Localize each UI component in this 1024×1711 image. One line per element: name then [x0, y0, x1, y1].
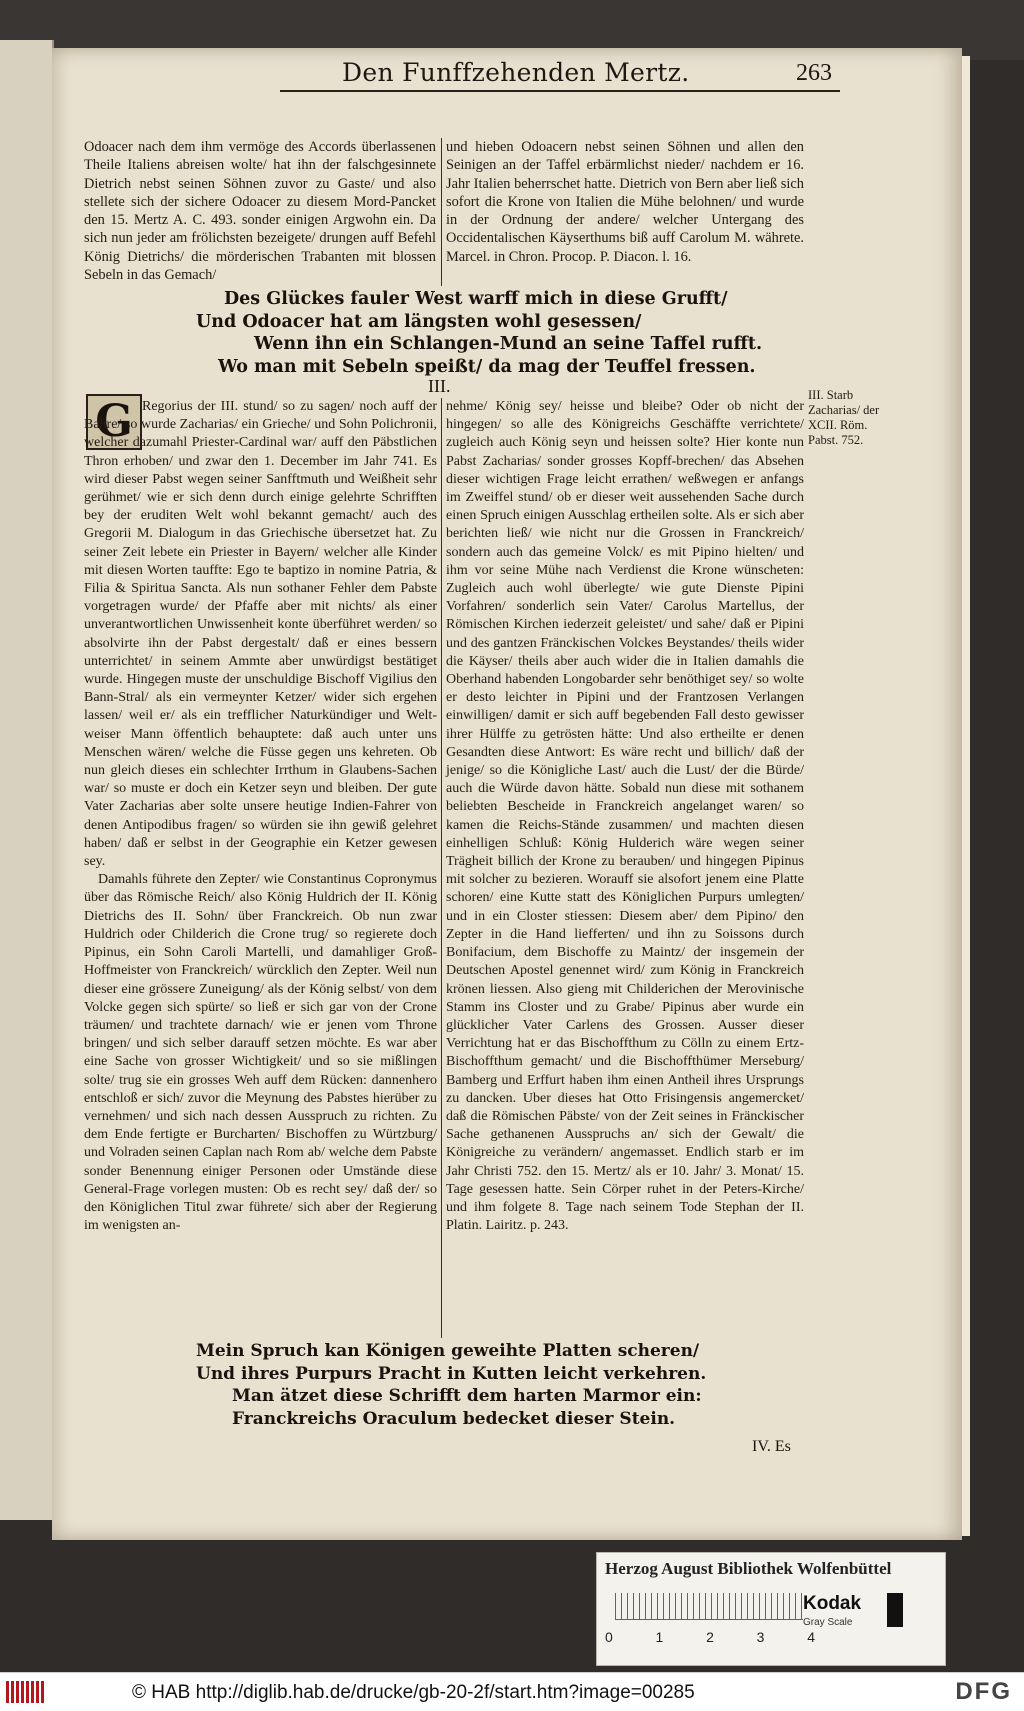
kodak-logo: Kodak: [803, 1593, 862, 1614]
verse-line: Und ihres Purpurs Pracht in Kutten leicht verkehren.: [196, 1363, 707, 1384]
column-rule-main: [441, 398, 442, 1338]
verse-line: Und Odoacer hat am längsten wohl gesessen/: [196, 311, 642, 332]
main-right-column: [446, 398, 804, 1235]
top-right-paragraph: und hieben Odoacern nebst seinen Söhnen und allen den Seinigen an der Taffel erbärmlichst nieder/ nachdem er 16. Jahr Italien beherrschet hatte. Dietrich von Bern aber ließ sich sofort die Krone von Italien die Mühe belohnen/ und wurde in der Ordnung der andere/ welcher Untergang des Occidentalischen Käyserthums biß auff Carolum M. währete. Marcel. in Chron. Procop. P. Diacon. l. 16.: [446, 139, 804, 265]
verse-line: Man ätzet diese Schrifft dem harten Marmor ein:: [232, 1386, 702, 1406]
footer-url[interactable]: © HAB http://diglib.hab.de/drucke/gb-20-2f/start.htm?image=00285: [132, 1682, 695, 1703]
verse-line: Wo man mit Sebeln speißt/ da mag der Teuffel fressen.: [218, 356, 756, 377]
main-left-paragraph-2: Damahls führete den Zepter/ wie Constantinus Copronymus über das Römische Reich/ also König Huldrich der II. König Dietrichs des II. Sohn/ über Franckreich. Ob nun zwar Huldrich oder Childerich die Crone trug/ so regierete doch Pipinus, ein Sohn Caroli Martelli, und damahliger Groß-Hoffmeister von Franckreich/ würcklich den Zepter. Weil nun dieser eine grössere Zuneigung/ als der König selbst/ von dem Volcke gegen sich spürte/ so ließ er sich gar von der Crone träumen/ und trachtete darnach/ wie er jenen vom Throne bringen/ und sich selber darauff setzen möchte. Es war aber eine Sache von grosser Wichtigkeit/ und so sie mißlingen solte/ trug sie ein grosses Weh auff dem Rücken: dannenhero entschloß er sich/ zuvor die Meynung des Pabstes hierüber zu vernehmen/ und sich nach dessen Ausspruch zu richten. Zu dem Ende fertigte er Burcharten/ Bischoffen zu Würtzburg/ und Volraden seinen Caplan nach Rom ab/ welche dem Pabste sonder Benennung einiger Personen oder Umstände diese General-Frage vorlegen musten: Ob es recht sey/ daß der/ so den Königlichen Titul zwar führete/ sich aber der Regierung im wenigsten an-: [84, 872, 437, 1234]
main-left-paragraph-1: Regorius der III. stund/ so zu sagen/ noch auff der Bahre/ so wurde Zacharias/ ein Grieche/ und Sohn Polichronii, welcher dazumahl Priester-Cardinal war/ auff den Päbstlichen Thron erhoben/ und zwar den 1. December im Jahr 741. Es wird dieser Pabst wegen seiner Sanfftmuth und Weißheit sehr gerühmet/ wie er sich denn durch einige gelehrte Schrifften bey der eruditen Welt wohl bekannt gemacht/ auch des Gregorii M. Dialogum in das Griechische übersetzet hat. Zu seiner Zeit lebete ein Priester in Bayern/ welcher alle Kinder mit diesen Worten tauffte: Ego te baptizo in nomine Patria, & Filia & Spiritua Sancta. Als nun sothaner Fehler dem Pabste vorgetragen wurde/ der Pfaffe aber mit nichts/ als einer unverantwortlichen Unwissenheit konte überführet werden/ so absolvirte ihn der Pabst dergestalt/ daß er eines bessern unterrichtet/ in seinem Ammte aber unwürdigst bestätiget wurde. Hingegen muste der unschuldige Bischoff Vigilius den Bann-Stral/ als ein vermeynter Ketzer/ wider sich ergehen lassen/ weil er/ als ein trefflicher Naturkündiger und Welt-weiser Mann öffentlich behauptete: daß auch unter uns Menschen wären/ welche die Füsse gegen uns kehreten. Ob nun gleich dieses ein schlechter Irrthum in Glaubens-Sachen war/ so muste er doch ein Ketzer seyn und bleiben. Der gute Vater Zacharias aber solte unsere heutige Indien-Fahrer von denen Antipodibus fragen/ so würden sie ihn gewiß gelehret haben/ daß er selbst in der Geographie ein Ketzer gewesen sey.: [84, 399, 437, 870]
page-edge: [962, 56, 970, 1536]
library-label: [596, 1552, 946, 1666]
verse-line: Mein Spruch kan Königen geweihte Platten scheren/: [196, 1341, 700, 1361]
scale-number: 0: [605, 1629, 613, 1645]
catchword: IV. Es: [752, 1438, 791, 1455]
main-left-column: [84, 398, 437, 1235]
left-page-edge: [0, 40, 54, 1520]
main-right-paragraph: nehme/ König sey/ heisse und bleibe? Oder ob nicht der hingegen/ so alle des Königreichs Geschäffte verrichtete/ zugleich auch König seyn und heissen solte? Hier konte nun Pabst Zacharias/ sonder grosses Kopff-brechen/ das Absehen dieser wichtigen Frage leicht errathen/ weßwegen er anfangs im Zweiffel stund/ ob er dieser weit aussehenden Sache durch einen Spruch einigen Ausschlag ertheilen solte. Als er sich aber berichten ließ/ wie nicht nur die Grossen in Franckreich/ sondern auch das gemeine Volck/ es mit Pipino hielten/ und ihm vor seine Mühe nach Verdienst die Krone wünscheten: Zugleich auch wohl überlegte/ wie gute Dienste Pipini Vorfahren/ sonderlich sein Vater/ Carolus Martellus, der Römischen Kirchen iederzeit geleistet/ und sahe/ daß er Pipini und des gantzen Fränckischen Volckes Beystandes/ theils wider die Käyser/ theils aber auch wider die in Italien damahls die Oberhand habenden Longobarder sehr benöthiget sey/ so wolte er desto leichter in Pipini und der Frantzosen Verlangen einwilligen/ damit er sich auff begebenden Fall desto gewisser ihrer Hülffe zu getrösten hätte: Und also ertheilte er denen Gesandten diese Antwort: Es wäre recht und billich/ daß der jenige/ so die Königliche Last/ auch die Lust/ der die Bürde/ auch die Würde davon hätte. Sobald nun diese mit sothanem beliebten Bescheide in Franckreich angelanget waren/ so kamen die Reichs-Stände zusammen/ und machten diesen einhelligen Schluß: König Hulderich wäre wegen seiner Trägheit billich der Krone zu berauben/ und hingegen Pipinus mit solcher zu bezieren. Worauff sie alsofort jenem eine Platte schoren/ eine Kutte statt des Königlichen Purpurs umlegten/ und in ein Closter stiessen: Diesem aber/ dem Pipino/ den Zepter in die Hand liefferten/ und ihn zu Soissons durch Bonifacium, dem Bischoffe zu Maintz/ der insgemein der Deutschen Apostel genennet wird/ zum König in Franckreich krönen liessen. Also gieng mit Childerichen der Merovinische Stamm ins Closter und zu Grabe/ Pipinus aber wurde ein glücklicher Vater Carlens des Grossen. Ausser dieser Verrichtung hat er das Bischoffthum zu Cölln zu einem Ertz-Bischoffthum gemacht/ und die Bischoffthümer Merseburg/ Bamberg und Erffurt haben ihm einen Antheil ihres Ursprungs zu dancken. Uber dieses hat Otto Frisingensis angemercket/ daß die Römischen Päbste/ von der Zeit seines in Fränckischer Sache gethanenen Ausspruchs an/ sich der Gewalt/ die Königreiche zu verändern/ angemasset. Endlich starb er im Jahr Christi 752. den 15. Mertz/ als er 10. Jahr/ 3. Monat/ 15. Tage gesessen hatte. Sein Cörper ruhet in der Peters-Kirche/ und ihm folgete 8. Tage nach seinem Tode Stephan der II. Platin. Lairitz. p. 243.: [446, 399, 804, 1234]
library-title: Herzog August Bibliothek Wolfenbüttel: [605, 1559, 892, 1578]
verse-line: Des Glückes fauler West warff mich in diese Grufft/: [224, 289, 728, 309]
margin-note: III. Starb Zacharias/ der XCII. Röm. Pabst. 752.: [808, 388, 880, 447]
section-number: III.: [428, 376, 451, 396]
hab-logo-icon: [6, 1681, 46, 1703]
footer-bar: [0, 1672, 1024, 1711]
page-header: [280, 56, 840, 92]
column-rule-top: [441, 138, 442, 286]
verse-2: [196, 1340, 816, 1430]
gray-patch: [887, 1593, 903, 1627]
scale-number: 3: [756, 1629, 765, 1645]
verse-line: Franckreichs Oraculum bedecket dieser Stein.: [232, 1408, 676, 1429]
scale-number: 2: [706, 1629, 714, 1645]
top-left-paragraph: Odoacer nach dem ihm vermöge des Accords überlassenen Theile Italiens abreisen wolte/ hat ihn der falschgesinnete Dietrich nebst seinen Söhnen zuvor zu Gaste/ und also stellete sich der sichere Odoacer zu diesem Mord-Pancket den 15. Mertz A. C. 493. sonder einigen Argwohn ein. Da sich nun jeder am frölichsten bezeigete/ drungen auff Befehl König Dietrichs/ die mörderischen Trabanten mit blossen Sebeln in das Gemach/: [84, 139, 436, 284]
scale-number: 4: [807, 1629, 815, 1645]
page-number: 263: [796, 60, 832, 86]
top-left-column: [84, 138, 436, 284]
scale-number: 1: [655, 1629, 664, 1645]
scale-numbers: [605, 1629, 815, 1645]
dfg-logo: DFG: [955, 1678, 1012, 1705]
ruler-scale: [615, 1593, 803, 1620]
running-title: Den Funffzehenden Mertz.: [342, 58, 690, 87]
verse-1: [196, 288, 796, 378]
gray-scale-label: Gray Scale: [803, 1617, 853, 1628]
verse-line: Wenn ihn ein Schlangen-Mund an seine Taffel rufft.: [254, 334, 763, 354]
decorated-initial: G: [86, 394, 142, 450]
top-right-column: [446, 138, 804, 266]
